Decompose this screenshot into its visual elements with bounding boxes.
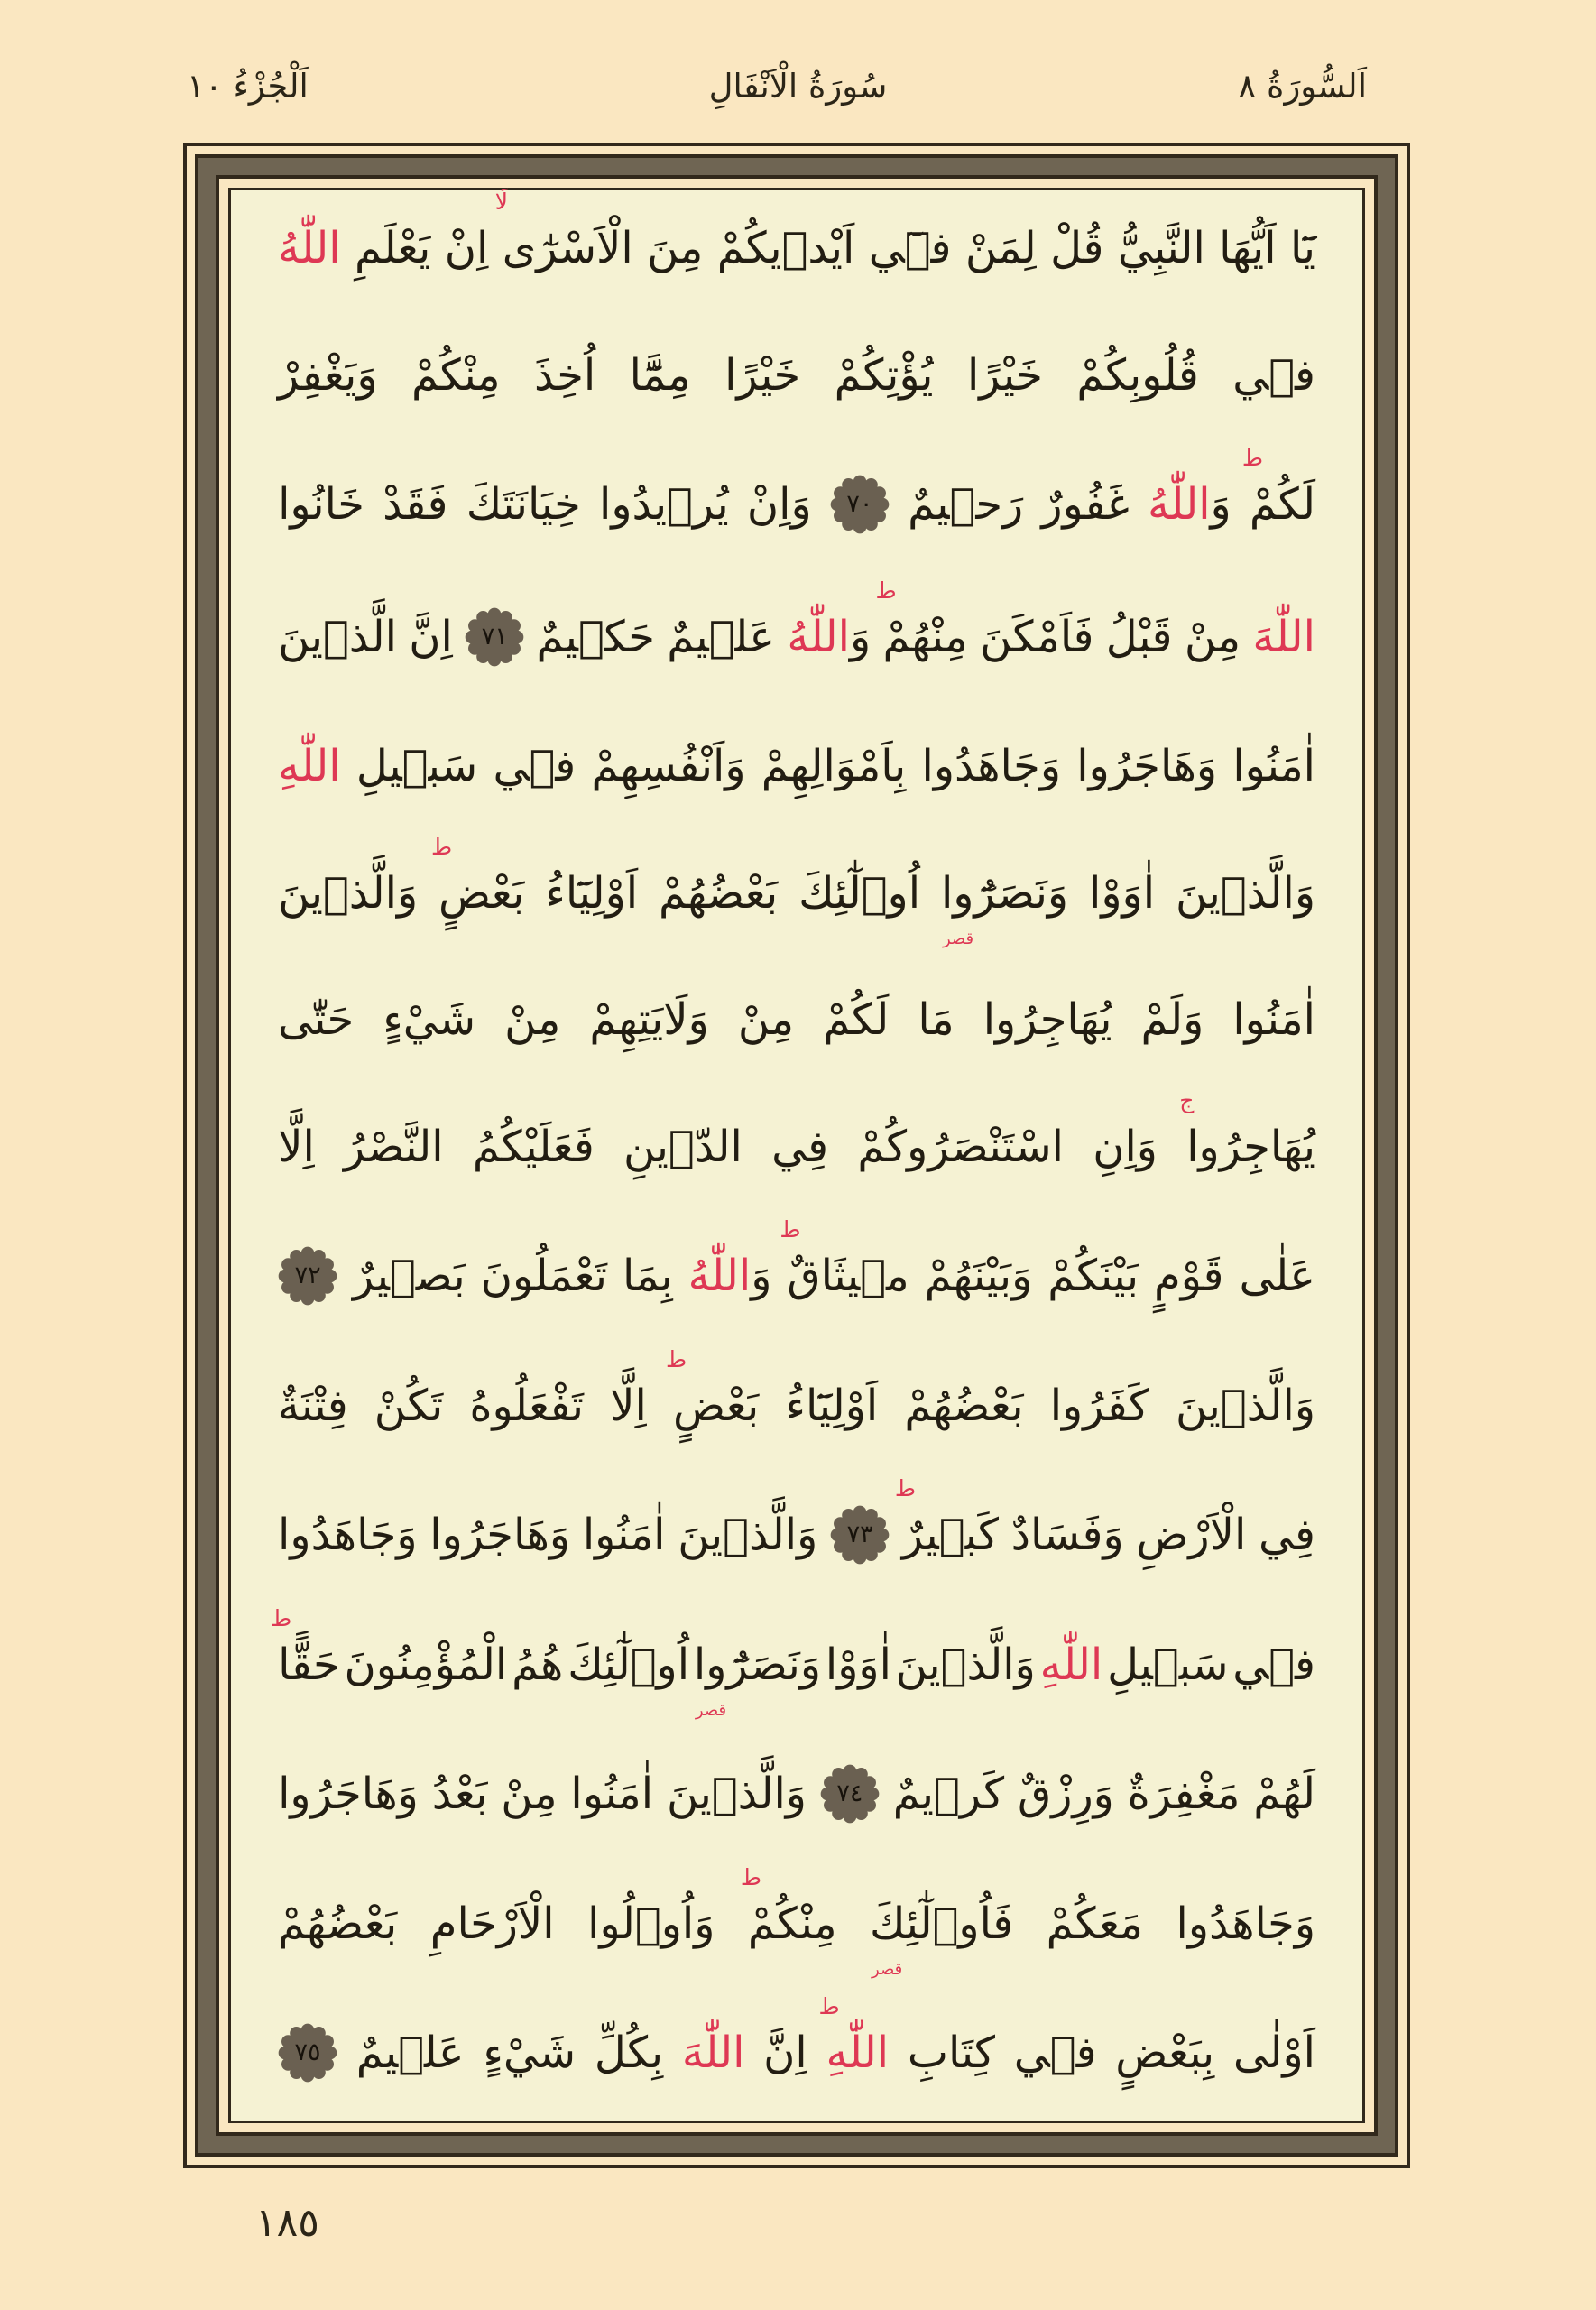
allah-word: اللّٰهُ	[787, 611, 850, 662]
word: ف۪ي	[1232, 349, 1315, 401]
word: وَجَاهَدُوا	[921, 741, 1062, 791]
word: يَعْلَمِ	[355, 223, 431, 273]
word: اِنَّ	[409, 611, 453, 662]
word: عَلٰى	[1239, 1251, 1315, 1301]
word: اَيْد۪يكُمْ	[716, 223, 855, 273]
word: عَل۪يمٌ	[355, 2028, 465, 2078]
word: مِنْ	[504, 994, 561, 1045]
word: بَعْضٍ ط	[431, 833, 525, 919]
word-group	[688, 1249, 772, 1303]
tajweed-mark: ط	[818, 1993, 840, 2019]
word: اسْتَنْصَرُوكُمْ	[857, 1121, 1064, 1172]
word: فَاُو۬لٰٓئِكَ قصر	[870, 1898, 1014, 1979]
quran-line	[278, 833, 1315, 948]
word: وَلَايَتِهِمْ	[589, 994, 709, 1045]
word: لَكُمْ	[823, 994, 890, 1045]
word: مِنْ	[1184, 611, 1241, 662]
quran-line	[278, 1216, 1315, 1306]
word: مِنْكُمْ	[411, 349, 501, 401]
page-number: ١٨٥	[255, 2200, 319, 2246]
word: سَب۪يلِ	[355, 741, 478, 791]
word: اُو۬لٰٓئِكَ	[798, 867, 921, 919]
verse-marker	[830, 475, 890, 534]
verse-marker	[278, 1246, 337, 1306]
word: وَاِنْ	[746, 479, 812, 530]
word: تَكُنْ	[374, 1380, 444, 1431]
word: الدّ۪ينِ	[623, 1121, 743, 1172]
word: بِمَا	[622, 1251, 673, 1301]
tajweed-mark: ط	[894, 1475, 916, 1502]
tajweed-mark: ط	[1241, 445, 1264, 471]
word: اُخِذَ	[534, 349, 596, 401]
word: قَبْلُ	[1105, 611, 1173, 662]
word: اٰمَنُوا	[1232, 994, 1315, 1045]
word: وَالَّذ۪ينَ	[278, 867, 419, 919]
word: فَقَدْ	[383, 479, 448, 530]
word: وَ	[849, 611, 872, 662]
word: اٰمَنُوا	[582, 1510, 666, 1560]
word: فِي	[1259, 1510, 1315, 1560]
allah-word: اللّٰهَ	[681, 2028, 745, 2078]
verse-marker	[820, 1764, 880, 1824]
word: شَيْءٍ	[383, 994, 476, 1045]
word: ف۪ي	[493, 741, 577, 791]
word: بَعْضُهُمْ	[278, 1898, 398, 1949]
word: مِنْهُمْ ط	[875, 577, 968, 662]
word: غَفُورٌ	[1041, 479, 1130, 530]
word: يُر۪يدُوا	[598, 479, 729, 530]
quran-line	[278, 1475, 1315, 1565]
word: وَهَاجَرُوا	[429, 1510, 571, 1560]
tajweed-mark: ط	[740, 1863, 762, 1890]
verse-number: ٧٤	[836, 1779, 863, 1808]
word: ف۪ي	[1232, 1639, 1315, 1690]
word: وَيَغْفِرْ	[278, 349, 378, 401]
tajweed-mark: قصر	[872, 1959, 903, 1979]
verse-marker	[465, 607, 524, 667]
verse-number: ٧١	[481, 622, 508, 651]
word: فَعَلَيْكُمُ	[472, 1121, 595, 1172]
tajweed-mark: قصر	[695, 1700, 727, 1720]
quran-line	[278, 1345, 1315, 1433]
word: وَبَيْنَهُمْ	[924, 1251, 1033, 1301]
word: بِاَمْوَالِهِمْ	[761, 741, 907, 791]
allah-word: اللّٰهُ	[1147, 479, 1211, 530]
verse-marker	[278, 2023, 337, 2083]
word: كَفَرُوا	[1049, 1380, 1149, 1431]
word: اٰمَنُوا	[570, 1769, 654, 1819]
word: كَب۪يرٌ ط	[894, 1475, 999, 1560]
word: الْاَرْضِ	[1136, 1510, 1247, 1560]
page-frame-outer	[183, 143, 1410, 2168]
word: اِلَّا	[610, 1380, 647, 1431]
word: وَفَسَادٌ	[1010, 1510, 1124, 1560]
word: قَوْمٍ	[1154, 1251, 1224, 1301]
word: شَيْءٍ	[483, 2028, 577, 2078]
surah-title: سُورَةُ الْاَنْفَالِ	[708, 67, 888, 106]
page-frame-band	[195, 154, 1398, 2157]
word: وَاَنْفُسِهِمْ	[591, 741, 746, 791]
word: مِمَّٓا	[629, 349, 691, 401]
word: بَيْنَكُمْ	[1047, 1251, 1139, 1301]
quran-line	[278, 348, 1315, 402]
word: خَانُوا	[278, 479, 364, 530]
word: النَّبِيُّ	[1117, 223, 1205, 273]
word: الْاَسْرٰٓى لَا	[494, 189, 633, 273]
allah-word: اللّٰهِ	[278, 741, 341, 791]
quran-line	[271, 1604, 1315, 1720]
word: هُمُ	[512, 1639, 564, 1690]
tajweed-mark: ج	[1179, 1086, 1195, 1113]
verse-marker	[830, 1505, 890, 1565]
word: م۪يثَاقٌ ط	[780, 1216, 909, 1301]
word: خَيْرًا	[724, 349, 801, 401]
word: مَعَكُمْ	[1046, 1898, 1143, 1949]
quran-line	[278, 1863, 1315, 1979]
word: قُلُوبِكُمْ	[1076, 349, 1199, 401]
allah-word: اللّٰهُ	[278, 223, 341, 273]
word: عَل۪يمٌ	[667, 611, 776, 662]
word: مِنَ	[647, 223, 704, 273]
word: فِتْنَةٌ	[278, 1380, 348, 1431]
word: اُو۬لٰٓئِكَ	[567, 1639, 690, 1690]
page-frame-inner	[228, 188, 1365, 2123]
quran-line	[278, 189, 1315, 275]
word: وَالَّذ۪ينَ	[678, 1510, 818, 1560]
word: بِكُلِّ	[594, 2028, 664, 2078]
word: ف۪ٓي	[868, 223, 952, 273]
word: اٰوَوْا	[825, 1639, 891, 1690]
word: اِنْ	[444, 223, 489, 273]
verse-number: ٧٢	[294, 1261, 321, 1290]
word: بَعْضُهُمْ	[659, 867, 779, 919]
page-frame-mid	[216, 175, 1378, 2136]
tajweed-mark: ط	[271, 1604, 292, 1631]
tajweed-mark: ط	[780, 1216, 801, 1243]
word: تَفْعَلُوهُ	[469, 1380, 584, 1431]
word: وَالَّذ۪ينَ	[895, 1639, 1036, 1690]
word: الْاَرْحَامِ	[429, 1898, 555, 1949]
verse-number: ٧٥	[294, 2038, 321, 2067]
word: الْمُؤْمِنُونَ	[344, 1639, 508, 1690]
word: يَٓا	[1290, 223, 1315, 273]
word: اَيُّهَا	[1219, 223, 1277, 273]
word: قُلْ	[1050, 223, 1104, 273]
word: ف۪ي	[1013, 2028, 1097, 2078]
word: وَنَصَرُٓوا قصر	[693, 1639, 822, 1720]
surah-number-label: اَلسُّورَةُ ٨	[1238, 67, 1367, 106]
word: فَاَمْكَنَ	[980, 611, 1094, 662]
juz-label: اَلْجُزْءُ ١٠	[187, 67, 309, 106]
word: حَك۪يمٌ	[536, 611, 655, 662]
quran-line	[278, 1993, 1315, 2083]
word: تَعْمَلُونَ	[480, 1251, 607, 1301]
word: بَعْدُ	[431, 1769, 488, 1819]
word: خِيَانَتَكَ	[466, 479, 581, 530]
word: حَقًّا ط	[271, 1604, 340, 1690]
word: يُؤْتِكُمْ	[834, 349, 934, 401]
verse-number: ٧٠	[846, 490, 873, 519]
word: يُهَاجِرُوا ج	[1179, 1086, 1315, 1172]
word: رَح۪يمٌ	[908, 479, 1024, 530]
quran-line	[278, 577, 1315, 667]
word: وَاِنِ	[1093, 1121, 1158, 1172]
word-group	[1148, 477, 1232, 531]
word-group	[787, 610, 871, 664]
tajweed-mark: ط	[431, 833, 453, 860]
word: بَعْضٍ ط	[665, 1345, 760, 1431]
word: وَالَّذ۪ينَ	[1175, 1380, 1315, 1431]
word: الَّذ۪ينَ	[278, 611, 397, 662]
word: وَجَاهَدُوا	[1176, 1898, 1315, 1949]
word: اَوْلِيَٓاءُ	[785, 1380, 879, 1431]
word: مِنْ	[501, 1769, 558, 1819]
word: خَيْرًا	[966, 349, 1043, 401]
word: وَ	[751, 1251, 772, 1301]
word: كَر۪يمٌ	[892, 1769, 1005, 1819]
quran-line	[278, 1086, 1315, 1174]
word: وَجَاهَدُوا	[278, 1510, 418, 1560]
quran-line	[278, 445, 1315, 534]
word: وَ	[1210, 479, 1232, 530]
word: بَص۪يرٌ	[353, 1251, 466, 1301]
word: حَتّٰى	[278, 994, 355, 1045]
word: بِبَعْضٍ	[1115, 2028, 1215, 2078]
quran-line	[278, 1764, 1315, 1824]
word: مَا	[918, 994, 955, 1045]
quran-text-area	[231, 190, 1362, 2121]
word: وَهَاجَرُوا	[1076, 741, 1218, 791]
word: اِنَّ	[763, 2028, 807, 2078]
word: اٰوَوْا	[1089, 867, 1156, 919]
word: وَالَّذ۪ينَ	[1175, 867, 1315, 919]
word: سَب۪يلِ	[1107, 1639, 1229, 1690]
quran-line	[278, 739, 1315, 793]
word: اِلَّا	[278, 1121, 315, 1172]
word: لَهُمْ	[1253, 1769, 1315, 1819]
word: لَكُمْ ط	[1241, 445, 1315, 530]
allah-word: اللّٰهُ	[687, 1251, 752, 1301]
word: اَوْلِيَٓاءُ	[545, 867, 639, 919]
word: اَوْلٰى	[1232, 2028, 1315, 2078]
tajweed-mark: ط	[875, 577, 897, 604]
word: وَنَصَرُٓوا قصر	[940, 867, 1069, 948]
word: النَّصْرُ	[344, 1121, 444, 1172]
word: مِنْكُمْ ط	[740, 1863, 837, 1949]
word: لِمَنْ	[964, 223, 1037, 273]
word: يُهَاجِرُوا	[983, 994, 1112, 1045]
verse-number: ٧٣	[846, 1520, 873, 1549]
allah-word: اللّٰهِ	[1039, 1639, 1103, 1690]
word: وَرِزْقٌ	[1018, 1769, 1114, 1819]
allah-word: اللّٰهَ	[1252, 611, 1315, 662]
word: كِتَابِ	[907, 2028, 996, 2078]
tajweed-mark: لَا	[494, 189, 509, 215]
word: مِنْ	[737, 994, 795, 1045]
tajweed-mark: ط	[665, 1345, 687, 1372]
tajweed-mark: قصر	[942, 929, 974, 948]
word: وَلَمْ	[1140, 994, 1204, 1045]
word: فِي	[771, 1121, 829, 1172]
word: بَعْضُهُمْ	[904, 1380, 1024, 1431]
word: وَالَّذ۪ينَ	[666, 1769, 807, 1819]
allah-word: اللّٰهِ ط	[818, 1993, 890, 2078]
word: اٰمَنُوا	[1232, 741, 1315, 791]
word: وَاُو۬لُوا	[587, 1898, 715, 1949]
word: مَغْفِرَةٌ	[1127, 1769, 1241, 1819]
quran-line	[278, 993, 1315, 1047]
word: وَهَاجَرُوا	[278, 1769, 419, 1819]
